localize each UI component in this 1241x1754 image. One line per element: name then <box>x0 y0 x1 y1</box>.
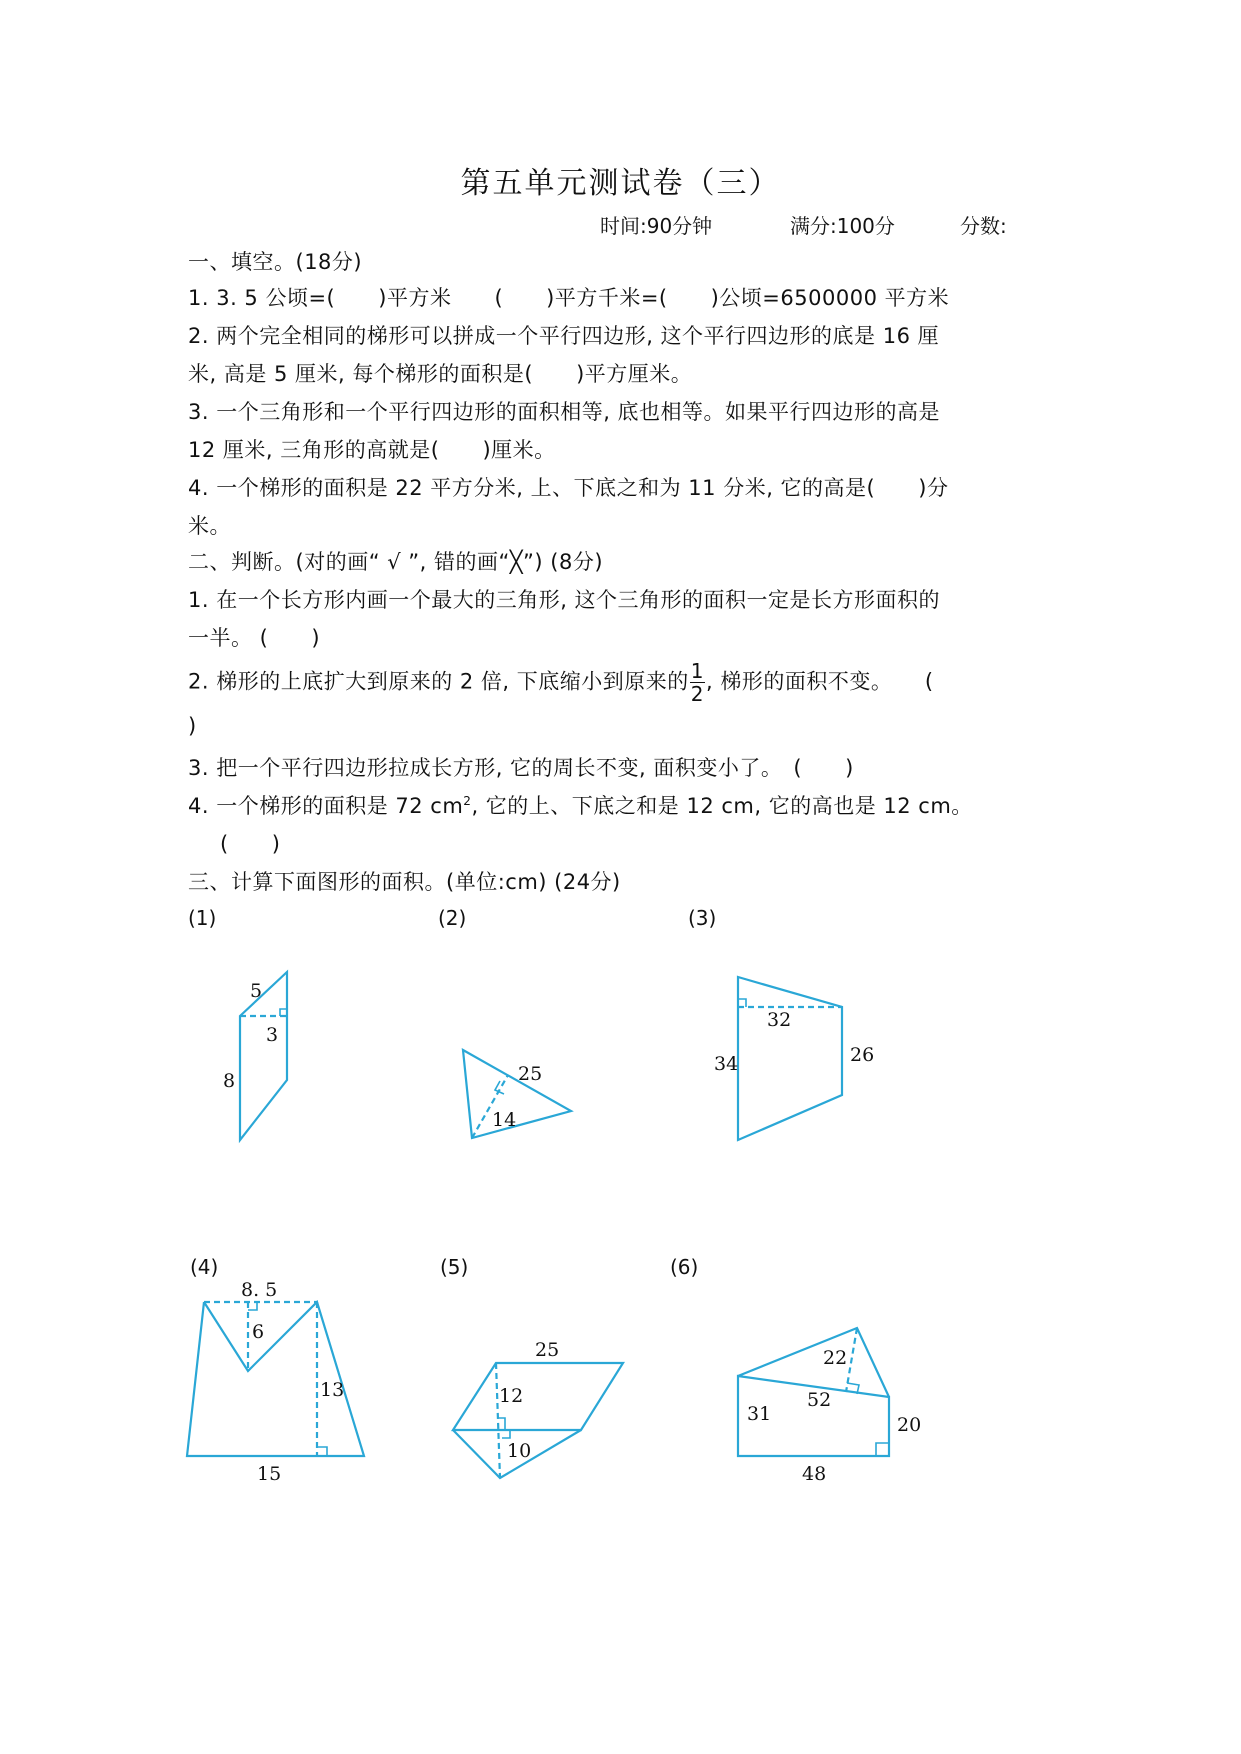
figure-6-label: (6) <box>670 1255 699 1279</box>
figure-3-trapezoid <box>738 977 842 1140</box>
fig5-label-10: 10 <box>507 1440 532 1462</box>
fraction-denominator: 2 <box>690 682 705 706</box>
fraction-numerator: 1 <box>690 659 705 683</box>
superscript: 2 <box>463 794 472 808</box>
fig5-label-12: 12 <box>499 1385 524 1407</box>
figure-lines <box>187 972 889 1478</box>
fig6-label-48: 48 <box>802 1463 827 1485</box>
figure-5-label: (5) <box>440 1255 469 1279</box>
fig3-label-32: 32 <box>767 1009 792 1031</box>
figure-4-label: (4) <box>190 1255 219 1279</box>
fig4-label-13: 13 <box>320 1379 345 1401</box>
fill-question-2: 2. 两个完全相同的梯形可以拼成一个平行四边形, 这个平行四边形的底是 16 厘 <box>188 324 940 348</box>
fig1-label-8: 8 <box>223 1070 236 1092</box>
time-limit: 时间:90分钟 <box>600 214 713 238</box>
fig4-label-6: 6 <box>252 1321 265 1343</box>
fig3-label-26: 26 <box>850 1044 875 1066</box>
fig2-label-14: 14 <box>492 1109 517 1131</box>
judge-question-4-cont: ( ) <box>220 832 281 856</box>
fig1-label-3: 3 <box>266 1024 279 1046</box>
page-title: 第五单元测试卷（三） <box>460 166 781 201</box>
judge-q2-text-after: , 梯形的面积不变。 ( <box>706 669 934 694</box>
figure-1-parallelogram <box>240 972 287 1140</box>
figure-2-triangle <box>463 1050 571 1138</box>
judge-question-1: 1. 在一个长方形内画一个最大的三角形, 这个三角形的面积一定是长方形面积的 <box>188 588 941 612</box>
figure-5-shape <box>453 1363 623 1478</box>
judge-q4-text: 4. 一个梯形的面积是 72 cm <box>188 794 464 818</box>
full-score: 满分:100分 <box>790 214 895 238</box>
fig6-label-52: 52 <box>807 1389 832 1411</box>
fill-question-1: 1. 3. 5 公顷=( )平方米 ( )平方千米=( )公顷=6500000 平方米 <box>188 286 950 310</box>
fill-question-3: 3. 一个三角形和一个平行四边形的面积相等, 底也相等。如果平行四边形的高是 <box>188 400 941 424</box>
fig6-label-22: 22 <box>823 1347 848 1369</box>
figure-1-label: (1) <box>188 906 217 930</box>
section2-heading: 二、判断。(对的画“ √ ”, 错的画“╳”) (8分) <box>188 550 604 574</box>
judge-question-3: 3. 把一个平行四边形拉成长方形, 它的周长不变, 面积变小了。 ( ) <box>188 756 854 780</box>
judge-q4-text-after: , 它的上、下底之和是 12 cm, 它的高也是 12 cm。 <box>471 794 973 818</box>
fig2-label-25: 25 <box>518 1063 543 1085</box>
fill-question-4-cont: 米。 <box>188 514 231 538</box>
score-label: 分数: <box>960 214 1007 238</box>
fig6-label-20: 20 <box>897 1414 922 1436</box>
fig6-label-31: 31 <box>747 1403 772 1425</box>
judge-question-2-cont: ) <box>188 714 197 738</box>
judge-question-1-cont: 一半。 ( ) <box>188 626 321 650</box>
fig3-label-34: 34 <box>714 1053 739 1075</box>
fill-question-4: 4. 一个梯形的面积是 22 平方分米, 上、下底之和为 11 分米, 它的高是( )分 <box>188 476 949 500</box>
fig4-label-15: 15 <box>257 1463 282 1485</box>
fig5-label-25: 25 <box>535 1339 560 1361</box>
fill-question-2-cont: 米, 高是 5 厘米, 每个梯形的面积是( )平方厘米。 <box>188 362 693 386</box>
fig4-label-8-5: 8. 5 <box>241 1279 278 1301</box>
figure-2-label: (2) <box>438 906 467 930</box>
section1-heading: 一、填空。(18分) <box>188 250 363 274</box>
fill-question-3-cont: 12 厘米, 三角形的高就是( )厘米。 <box>188 438 556 462</box>
section3-heading: 三、计算下面图形的面积。(单位:cm) (24分) <box>188 870 621 894</box>
judge-q2-text: 2. 梯形的上底扩大到原来的 2 倍, 下底缩小到原来的 <box>188 669 689 694</box>
figure-3-label: (3) <box>688 906 717 930</box>
fig1-label-5: 5 <box>250 980 263 1002</box>
